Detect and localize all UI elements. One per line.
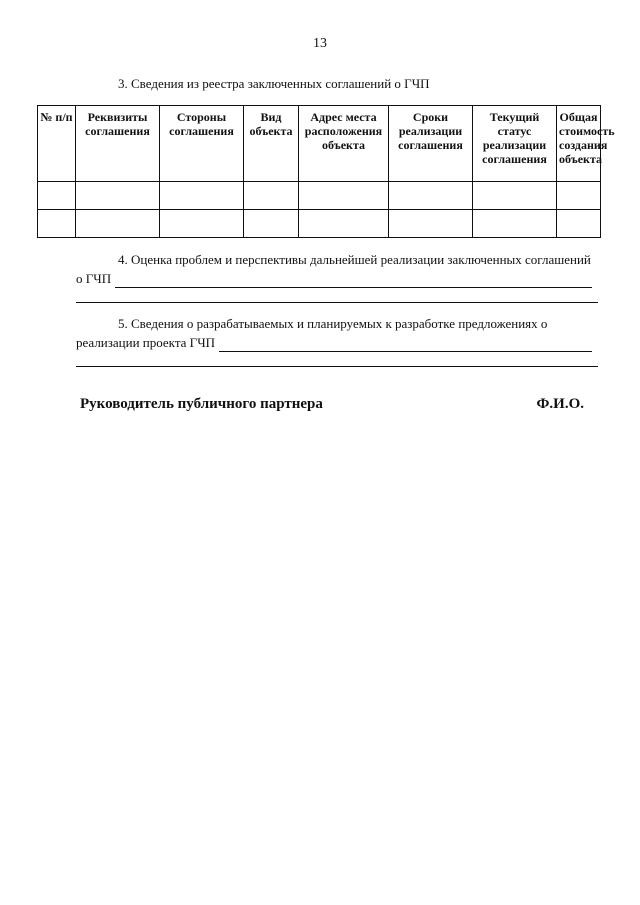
table-cell[interactable] bbox=[389, 210, 473, 238]
table-cell[interactable] bbox=[299, 182, 389, 210]
col-header-object-address: Адрес места расположения объекта bbox=[299, 106, 389, 182]
signatory-name-placeholder: Ф.И.О. bbox=[536, 396, 584, 412]
signature-block bbox=[80, 396, 584, 413]
col-header-implementation-terms: Сроки реализации соглашения bbox=[389, 106, 473, 182]
section-3-heading: 3. Сведения из реестра заключенных соглашений о ГЧП bbox=[118, 76, 430, 91]
col-header-number: № п/п bbox=[38, 106, 76, 182]
table-cell[interactable] bbox=[76, 210, 160, 238]
table-cell[interactable] bbox=[76, 182, 160, 210]
table-cell[interactable] bbox=[473, 182, 557, 210]
col-header-agreement-details: Реквизиты соглашения bbox=[76, 106, 160, 182]
table-cell[interactable] bbox=[389, 182, 473, 210]
section-5-fill-line[interactable] bbox=[219, 337, 592, 352]
table-row bbox=[38, 182, 601, 210]
table-cell[interactable] bbox=[244, 182, 299, 210]
page-number: 13 bbox=[313, 36, 327, 51]
section-5-line2-text: реализации проекта ГЧП bbox=[76, 335, 216, 350]
section-4-heading: 4. Оценка проблем и перспективы дальнейшей реализации заключенных соглашений bbox=[118, 252, 591, 267]
col-header-total-cost: Общая стоимость создания объекта bbox=[557, 106, 601, 182]
table-header-row bbox=[38, 106, 601, 182]
agreements-registry-table bbox=[37, 105, 615, 238]
table-cell[interactable] bbox=[160, 210, 244, 238]
section-5-blank-line[interactable] bbox=[76, 352, 598, 367]
col-header-object-type: Вид объекта bbox=[244, 106, 299, 182]
col-header-current-status: Текущий статус реализации соглашения bbox=[473, 106, 557, 182]
section-5-continuation bbox=[76, 333, 598, 352]
table-row bbox=[38, 210, 601, 238]
table-cell[interactable] bbox=[244, 210, 299, 238]
table-cell[interactable] bbox=[473, 210, 557, 238]
section-4-continuation bbox=[76, 269, 598, 288]
section-4-blank-line[interactable] bbox=[76, 288, 598, 303]
table-cell[interactable] bbox=[160, 182, 244, 210]
signatory-title: Руководитель публичного партнера bbox=[80, 396, 323, 412]
table-cell[interactable] bbox=[299, 210, 389, 238]
section-5-heading: 5. Сведения о разрабатываемых и планируемых к разработке предложениях о bbox=[118, 316, 548, 331]
table-cell[interactable] bbox=[38, 210, 76, 238]
section-4-fill-line[interactable] bbox=[115, 273, 592, 288]
table-cell[interactable] bbox=[38, 182, 76, 210]
col-header-parties: Стороны соглашения bbox=[160, 106, 244, 182]
table-cell[interactable] bbox=[557, 182, 601, 210]
section-5 bbox=[76, 314, 598, 367]
section-4 bbox=[76, 250, 598, 303]
table-cell[interactable] bbox=[557, 210, 601, 238]
section-4-line2-text: о ГЧП bbox=[76, 271, 112, 286]
